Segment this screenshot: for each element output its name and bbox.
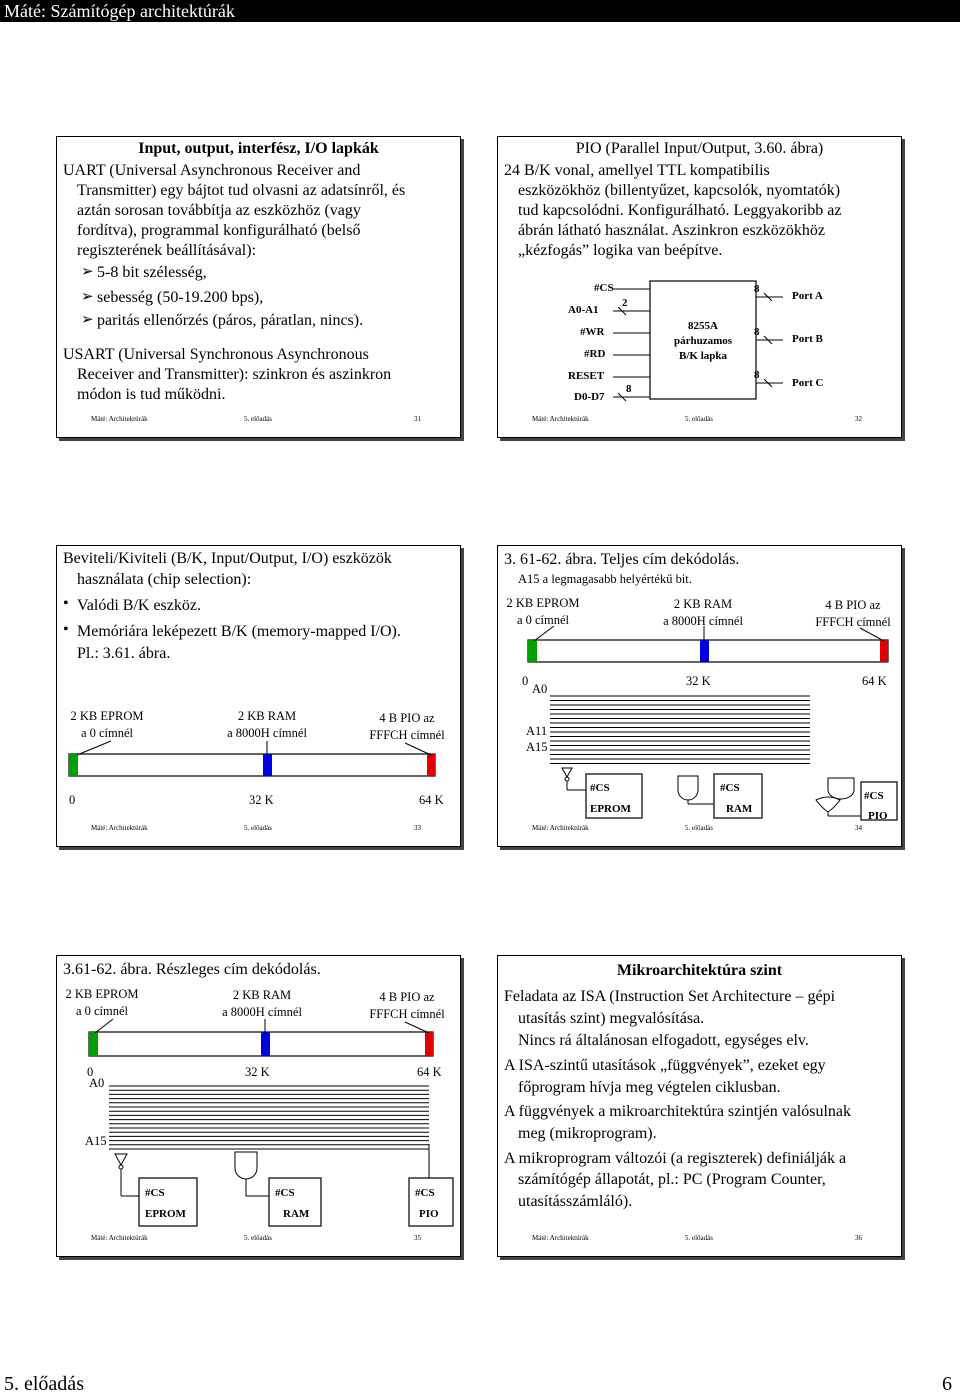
- chip-select-label: #CS: [590, 782, 610, 794]
- address-line-label: A0: [532, 682, 548, 696]
- slide-34: [497, 545, 902, 847]
- chip-label: 8255A: [688, 320, 718, 332]
- pio-label: FFFCH címnél: [369, 728, 445, 742]
- slide-36: [497, 955, 902, 1257]
- slide-footer-lecture: 5. előadás: [244, 415, 272, 423]
- axis-label: 0: [69, 793, 76, 807]
- slide-footer-author: Máté: Architektúrák: [532, 415, 589, 423]
- axis-label: 64 K: [862, 674, 887, 688]
- eprom-label: 2 KB EPROM: [70, 709, 144, 723]
- chip-name: RAM: [726, 803, 753, 815]
- slide-32: [497, 136, 902, 438]
- slide-number: 33: [414, 824, 421, 832]
- slide-title: Input, output, interfész, I/O lapkák: [138, 140, 379, 157]
- chip-name: PIO: [868, 810, 888, 822]
- slide-footer-author: Máté: Architektúrák: [91, 415, 148, 423]
- text-line: tud kapcsolódni. Konfigurálható. Leggyakoribb az: [518, 202, 842, 219]
- text-line: USART (Universal Synchronous Asynchronous: [63, 346, 369, 363]
- chip-name: EPROM: [590, 803, 631, 815]
- chip-label: B/K lapka: [679, 350, 727, 362]
- text-line: Nincs rá általánosan elfogadott, egységes elv.: [518, 1032, 809, 1049]
- axis-label: 32 K: [686, 674, 711, 688]
- slide-number: 31: [414, 415, 421, 423]
- pio-block: [427, 754, 435, 776]
- text-line: meg (mikroprogram).: [518, 1125, 657, 1142]
- address-line-label: A15: [85, 1134, 107, 1148]
- text-line: módon is tud működni.: [77, 386, 226, 403]
- address-line-label: A11: [526, 724, 548, 738]
- eprom-label: a 0 címnél: [80, 726, 134, 740]
- bullet-item: Memóriára leképezett B/K (memory-mapped I/O).: [77, 623, 401, 640]
- pin-label: A0-A1: [568, 304, 599, 316]
- bus-width-label: 8: [626, 383, 632, 395]
- text-line: Beviteli/Kiviteli (B/K, Input/Output, I/O) eszközök: [63, 550, 392, 567]
- header-bar: [0, 0, 960, 22]
- text-line: Feladata az ISA (Instruction Set Architecture – gépi: [504, 988, 836, 1005]
- chip-select-label: #CS: [720, 782, 740, 794]
- text-line: aztán sorosan továbbítja az eszközhöz (vagy: [77, 202, 361, 219]
- bus-width-label: 8: [754, 369, 760, 381]
- slide-title: 3. 61-62. ábra. Teljes cím dekódolás.: [504, 551, 740, 568]
- text-line: ábrán látható használat. Aszinkron eszközökhöz: [518, 222, 825, 239]
- pio-label: 4 B PIO az: [379, 711, 435, 725]
- slide-footer-author: Máté: Architektúrák: [91, 1234, 148, 1242]
- text-line: utasításszámláló).: [518, 1193, 633, 1210]
- chip-name: RAM: [283, 1208, 310, 1220]
- pio-label: 4 B PIO az: [379, 990, 435, 1004]
- chip-select-label: #CS: [415, 1187, 435, 1199]
- text-line: regiszterének beállításával):: [77, 242, 257, 259]
- pio-label: FFFCH címnél: [369, 1007, 445, 1021]
- ram-label: a 8000H címnél: [663, 614, 743, 628]
- bullet-item: Pl.: 3.61. ábra.: [77, 645, 171, 662]
- slide-title: PIO (Parallel Input/Output, 3.60. ábra): [575, 140, 824, 157]
- slide-footer-lecture: 5. előadás: [244, 1234, 272, 1242]
- bullet-item: Valódi B/K eszköz.: [77, 597, 201, 614]
- text-line: számítógép állapotát, pl.: PC (Program Counter,: [518, 1171, 826, 1188]
- ram-label: a 8000H címnél: [227, 726, 307, 740]
- ram-label: a 8000H címnél: [222, 1005, 302, 1019]
- bus-width-label: 2: [622, 297, 628, 309]
- partial-decoding-diagram: [57, 956, 460, 1256]
- eprom-block: [69, 754, 78, 776]
- text-line: főprogram hívja meg végtelen ciklusban.: [518, 1079, 781, 1096]
- port-label: Port B: [792, 333, 823, 345]
- full-decoding-diagram: [498, 546, 901, 846]
- text-line: UART (Universal Asynchronous Receiver and: [63, 162, 361, 179]
- slide-footer-author: Máté: Architektúrák: [91, 824, 148, 832]
- ram-label: 2 KB RAM: [232, 988, 292, 1002]
- text-line: A függvények a mikroarchitektúra szintjén valósulnak: [504, 1103, 852, 1120]
- ram-label: 2 KB RAM: [673, 597, 733, 611]
- slide-footer-lecture: 5. előadás: [685, 1234, 713, 1242]
- slide-footer-lecture: 5. előadás: [685, 824, 713, 832]
- bus-width-label: 8: [754, 326, 760, 338]
- pin-label: #WR: [580, 326, 605, 338]
- ram-block: [263, 754, 272, 776]
- text-line: fordítva), programmal konfigurálható (belső: [77, 222, 361, 239]
- bullet-item: sebesség (50-19.200 bps),: [97, 289, 264, 306]
- pin-label: RESET: [568, 370, 605, 382]
- page-number: 6: [942, 1373, 952, 1395]
- chip-label: párhuzamos: [673, 335, 733, 347]
- chip-name: EPROM: [145, 1208, 186, 1220]
- axis-label: 64 K: [419, 793, 444, 807]
- eprom-label: a 0 címnél: [75, 1004, 129, 1018]
- text-line: „kézfogás” logika van beépítve.: [518, 242, 723, 259]
- slide-footer-author: Máté: Architektúrák: [532, 824, 589, 832]
- port-label: Port C: [792, 377, 824, 389]
- chip-select-label: #CS: [275, 1187, 295, 1199]
- bullet-dot: •: [63, 595, 69, 612]
- address-line-label: A15: [526, 740, 548, 754]
- arrow-bullet-icon: ➢: [81, 264, 94, 280]
- pio-label: 4 B PIO az: [825, 598, 881, 612]
- chip-name: PIO: [419, 1208, 439, 1220]
- pin-label: #CS: [594, 282, 614, 294]
- axis-label: 32 K: [245, 1065, 270, 1079]
- slide-number: 34: [855, 824, 862, 832]
- slide-number: 36: [855, 1234, 862, 1242]
- address-line-label: A0: [89, 1076, 105, 1090]
- document-title: Máté: Számítógép architektúrák: [4, 1, 235, 21]
- bullet-dot: •: [63, 621, 69, 638]
- slide-31: [56, 136, 461, 438]
- port-label: Port A: [792, 290, 823, 302]
- axis-label: 0: [87, 1065, 94, 1079]
- bus-width-label: 8: [754, 283, 760, 295]
- arrow-bullet-icon: ➢: [81, 289, 94, 305]
- slide-footer-author: Máté: Architektúrák: [532, 1234, 589, 1242]
- text-line: 24 B/K vonal, amellyel TTL kompatibilis: [504, 162, 770, 179]
- slide-title: 3.61-62. ábra. Részleges cím dekódolás.: [63, 961, 321, 978]
- bullet-item: 5-8 bit szélesség,: [97, 264, 207, 281]
- slide-title: Mikroarchitektúra szint: [616, 962, 783, 979]
- text-line: eszközökhöz (billentyűzet, kapcsolók, nyomtatók): [518, 182, 841, 199]
- slide-number: 35: [414, 1234, 421, 1242]
- text-line: Transmitter) egy bájtot tud olvasni az adatsínről, és: [77, 182, 406, 199]
- eprom-label: a 0 címnél: [516, 613, 570, 627]
- axis-label: 0: [522, 674, 529, 688]
- eprom-label: 2 KB EPROM: [65, 987, 139, 1001]
- slide-35: [56, 955, 461, 1257]
- subtitle: A15 a legmagasabb helyértékű bit.: [518, 572, 692, 586]
- slide-footer-lecture: 5. előadás: [244, 824, 272, 832]
- text-line: A ISA-szintű utasítások „függvények”, ezeket egy: [504, 1057, 826, 1074]
- text-line: utasítás szint) megvalósítása.: [518, 1010, 705, 1027]
- chip-select-label: #CS: [864, 790, 884, 802]
- pin-label: #RD: [584, 348, 606, 360]
- pin-label: D0-D7: [574, 391, 605, 403]
- eprom-label: 2 KB EPROM: [506, 596, 580, 610]
- arrow-bullet-icon: ➢: [81, 312, 94, 328]
- pio-label: FFFCH címnél: [815, 615, 891, 629]
- page-footer-lecture: 5. előadás: [4, 1373, 84, 1395]
- axis-label: 32 K: [249, 793, 274, 807]
- pio-diagram: [498, 137, 901, 437]
- bullet-item: paritás ellenőrzés (páros, páratlan, nincs).: [97, 312, 364, 329]
- text-line: A mikroprogram változói (a regiszterek) definiálják a: [504, 1150, 847, 1167]
- chip-select-label: #CS: [145, 1187, 165, 1199]
- slide-33: [56, 545, 461, 847]
- axis-label: 64 K: [417, 1065, 442, 1079]
- slide-number: 32: [855, 415, 862, 423]
- text-line: használata (chip selection):: [77, 571, 252, 588]
- slide-footer-lecture: 5. előadás: [685, 415, 713, 423]
- ram-label: 2 KB RAM: [237, 709, 297, 723]
- text-line: Receiver and Transmitter): szinkron és aszinkron: [77, 366, 392, 383]
